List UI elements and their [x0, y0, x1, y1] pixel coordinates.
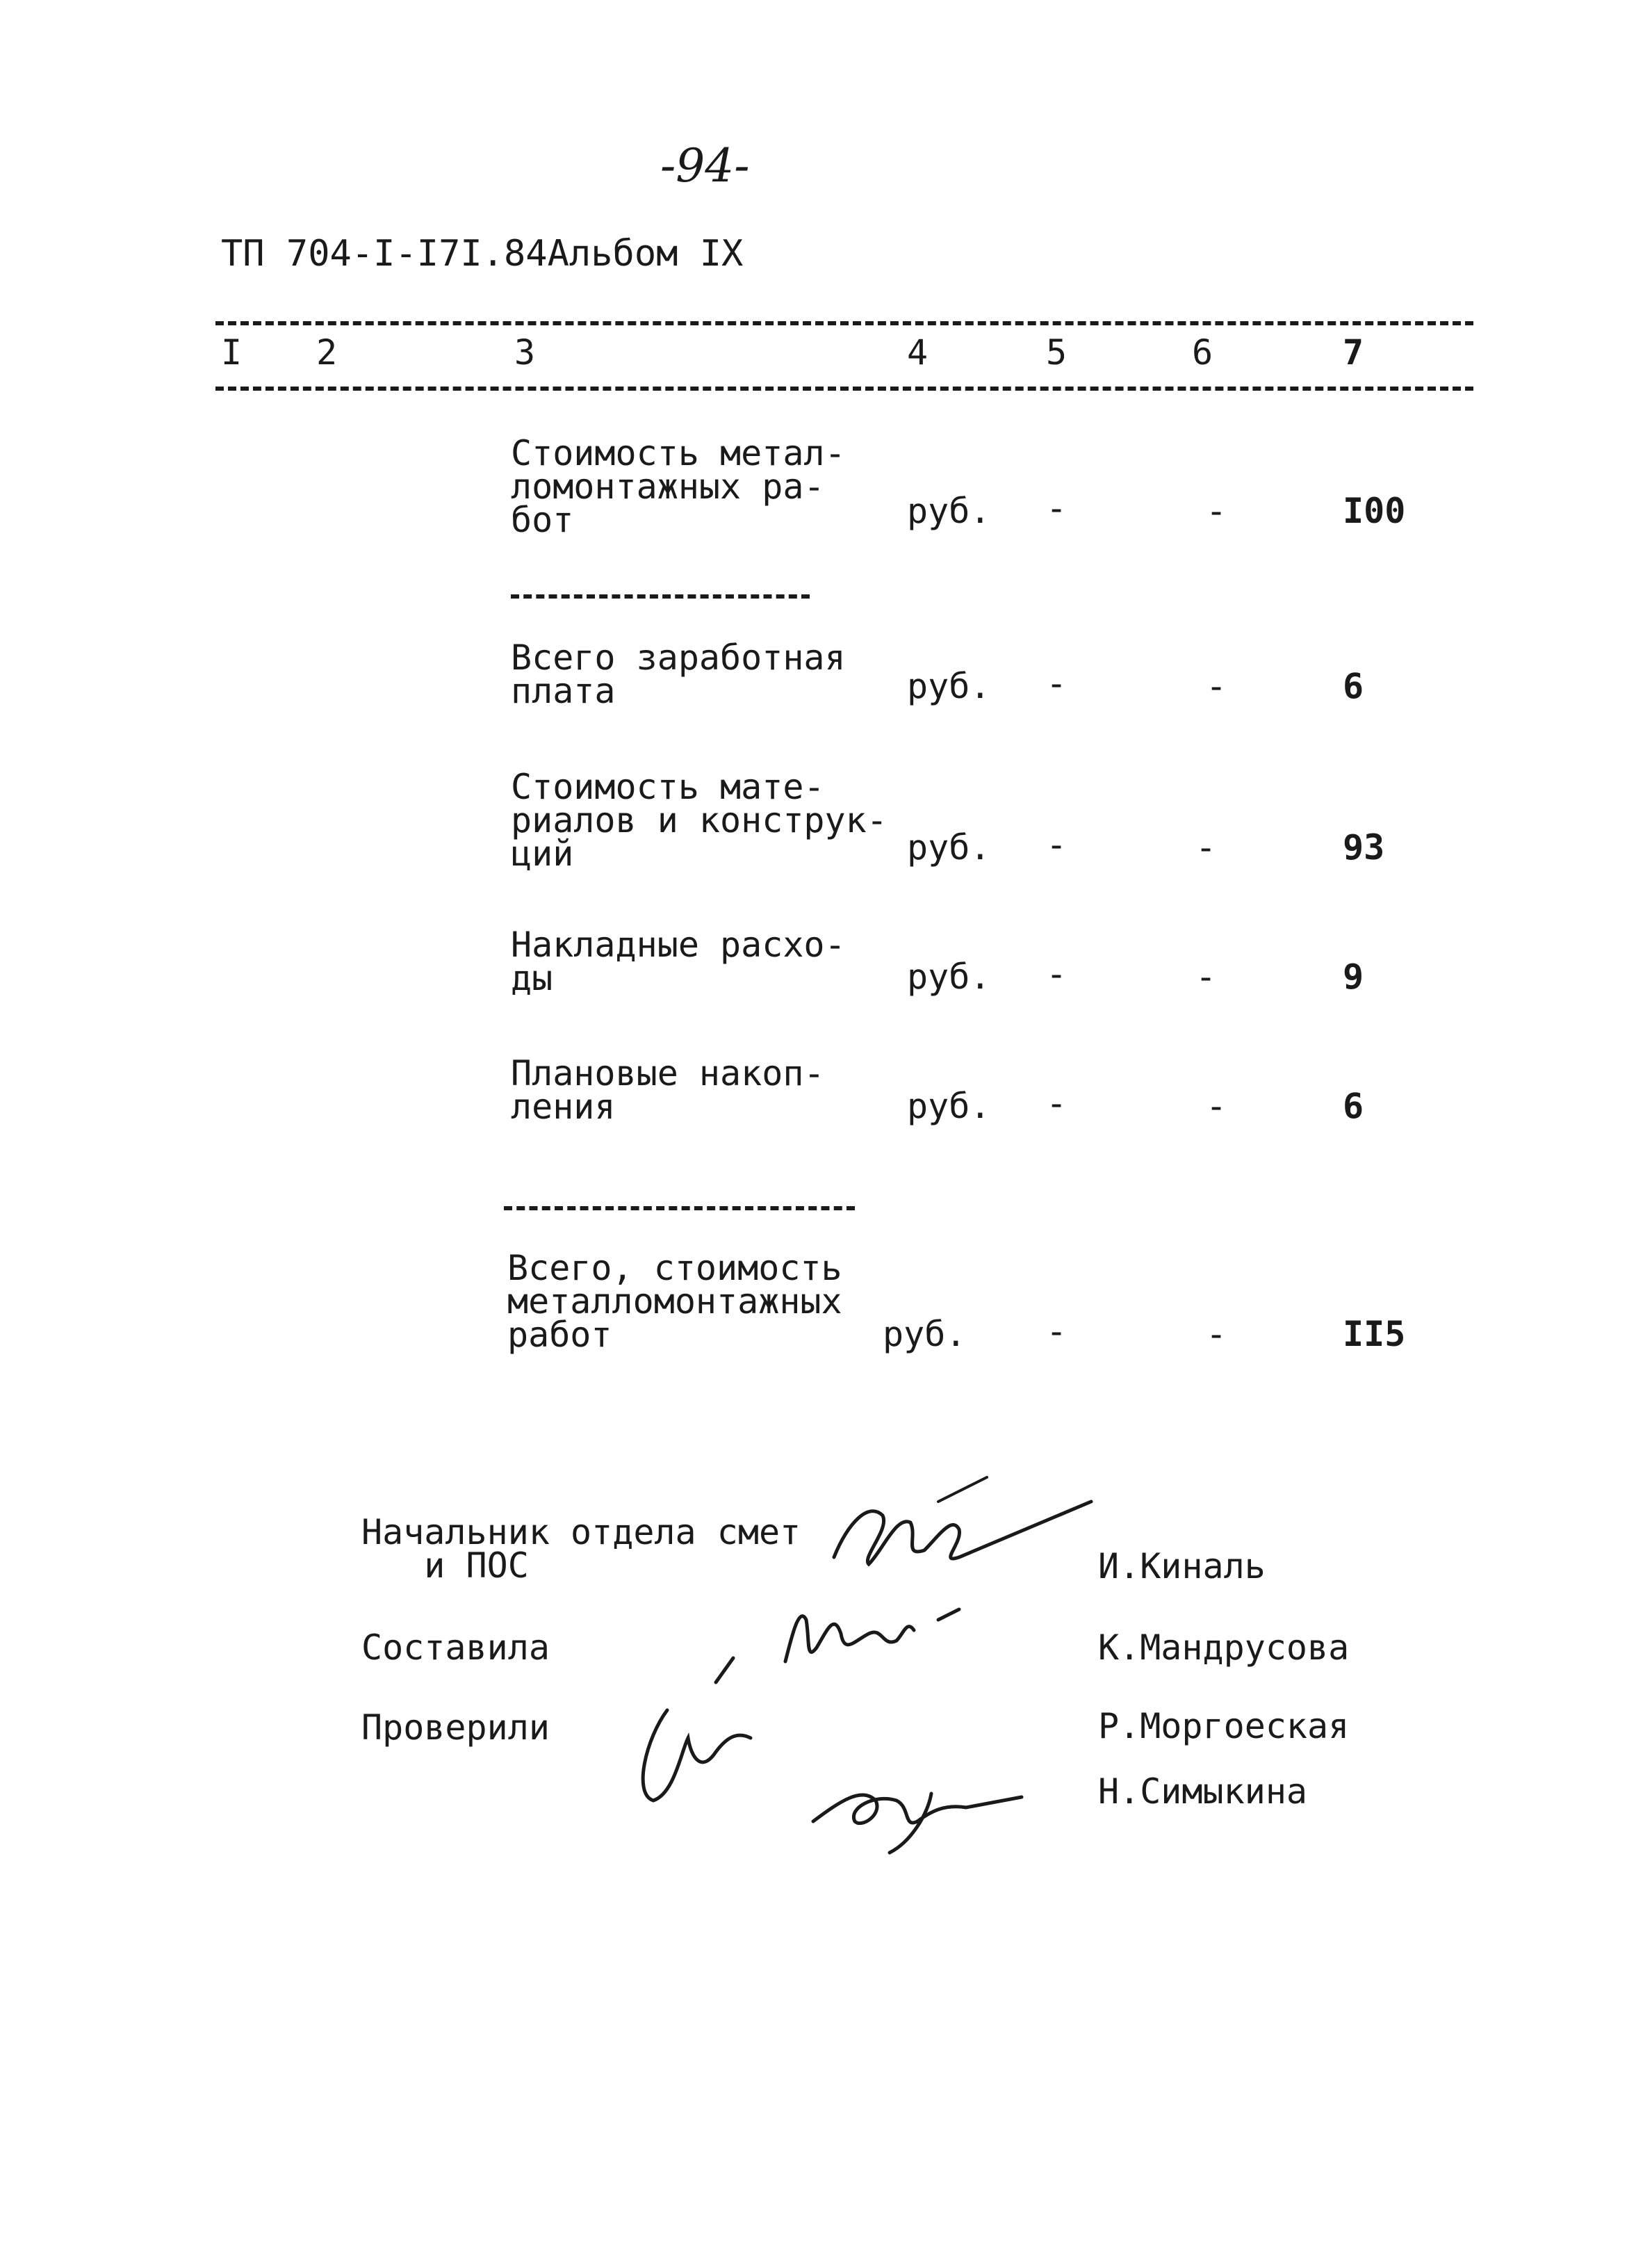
row-5-unit: руб. — [907, 1086, 991, 1126]
column-header-5: 5 — [1046, 332, 1068, 373]
row-5-col5: - — [1046, 1083, 1068, 1123]
row-3-col6: - — [1195, 827, 1217, 868]
row-4-label: Накладные расхо- ды — [511, 925, 846, 998]
checked-by-name-2: Н.Симыкина — [1098, 1771, 1308, 1812]
column-header-7: 7 — [1343, 332, 1364, 373]
row-3-total: 93 — [1343, 827, 1385, 868]
row-3-unit: руб. — [907, 827, 991, 868]
row-4-total: 9 — [1343, 957, 1364, 997]
row-5-col6: - — [1206, 1086, 1227, 1126]
signature-compiled — [764, 1592, 973, 1682]
compiled-by-name: К.Мандрусова — [1098, 1627, 1350, 1668]
checked-by-role: Проверили — [361, 1707, 550, 1748]
row-4-unit: руб. — [907, 957, 991, 997]
column-header-4: 4 — [907, 332, 929, 373]
row-1-total: I00 — [1343, 491, 1406, 531]
page-number: -94- — [660, 139, 750, 193]
signature-head — [820, 1474, 1098, 1592]
row-3-label: Стоимость мате- риалов и конструк- ций — [511, 767, 888, 874]
row-4-col6: - — [1195, 957, 1217, 997]
row-6-col6: - — [1206, 1314, 1227, 1354]
column-header-2: 2 — [316, 332, 338, 373]
row-2-total: 6 — [1343, 666, 1364, 706]
row-3-col5: - — [1046, 824, 1068, 865]
row-1-col6: - — [1206, 491, 1227, 531]
row-2-col6: - — [1206, 666, 1227, 706]
signature-checked-2 — [799, 1738, 1036, 1856]
checked-by-name-1: Р.Моргоеская — [1098, 1706, 1350, 1746]
row-2-label: Всего заработная плата — [511, 637, 846, 711]
head-of-department-name: И.Киналь — [1098, 1546, 1266, 1586]
row-2-col5: - — [1046, 663, 1068, 704]
row-1-col5: - — [1046, 488, 1068, 528]
column-header-3: 3 — [514, 332, 536, 373]
row-5-label: Плановые накоп- ления — [511, 1053, 825, 1127]
column-header-6: 6 — [1192, 332, 1213, 373]
document-code: ТП 704-I-I7I.84Альбом IX — [221, 233, 744, 275]
head-of-department-role: Начальник отдела смет и ПОС — [361, 1512, 801, 1586]
column-header-1: I — [221, 332, 243, 373]
compiled-by-role: Составила — [361, 1627, 550, 1668]
header-bottom-rule — [215, 387, 1473, 391]
row-6-label: Всего, стоимость металломонтажных работ — [507, 1248, 842, 1355]
row-4-col5: - — [1046, 954, 1068, 994]
row-6-col5: - — [1046, 1311, 1068, 1351]
header-top-rule — [215, 321, 1473, 325]
signature-checked-1 — [612, 1655, 778, 1821]
row-1-unit: руб. — [907, 491, 991, 531]
section-separator-2 — [504, 1206, 855, 1210]
row-2-unit: руб. — [907, 666, 991, 706]
row-6-unit: руб. — [883, 1314, 967, 1354]
row-6-total: II5 — [1343, 1314, 1406, 1354]
section-separator-1 — [511, 594, 810, 599]
row-1-label: Стоимость метал- ломонтажных ра- бот — [511, 433, 846, 540]
row-5-total: 6 — [1343, 1086, 1364, 1126]
